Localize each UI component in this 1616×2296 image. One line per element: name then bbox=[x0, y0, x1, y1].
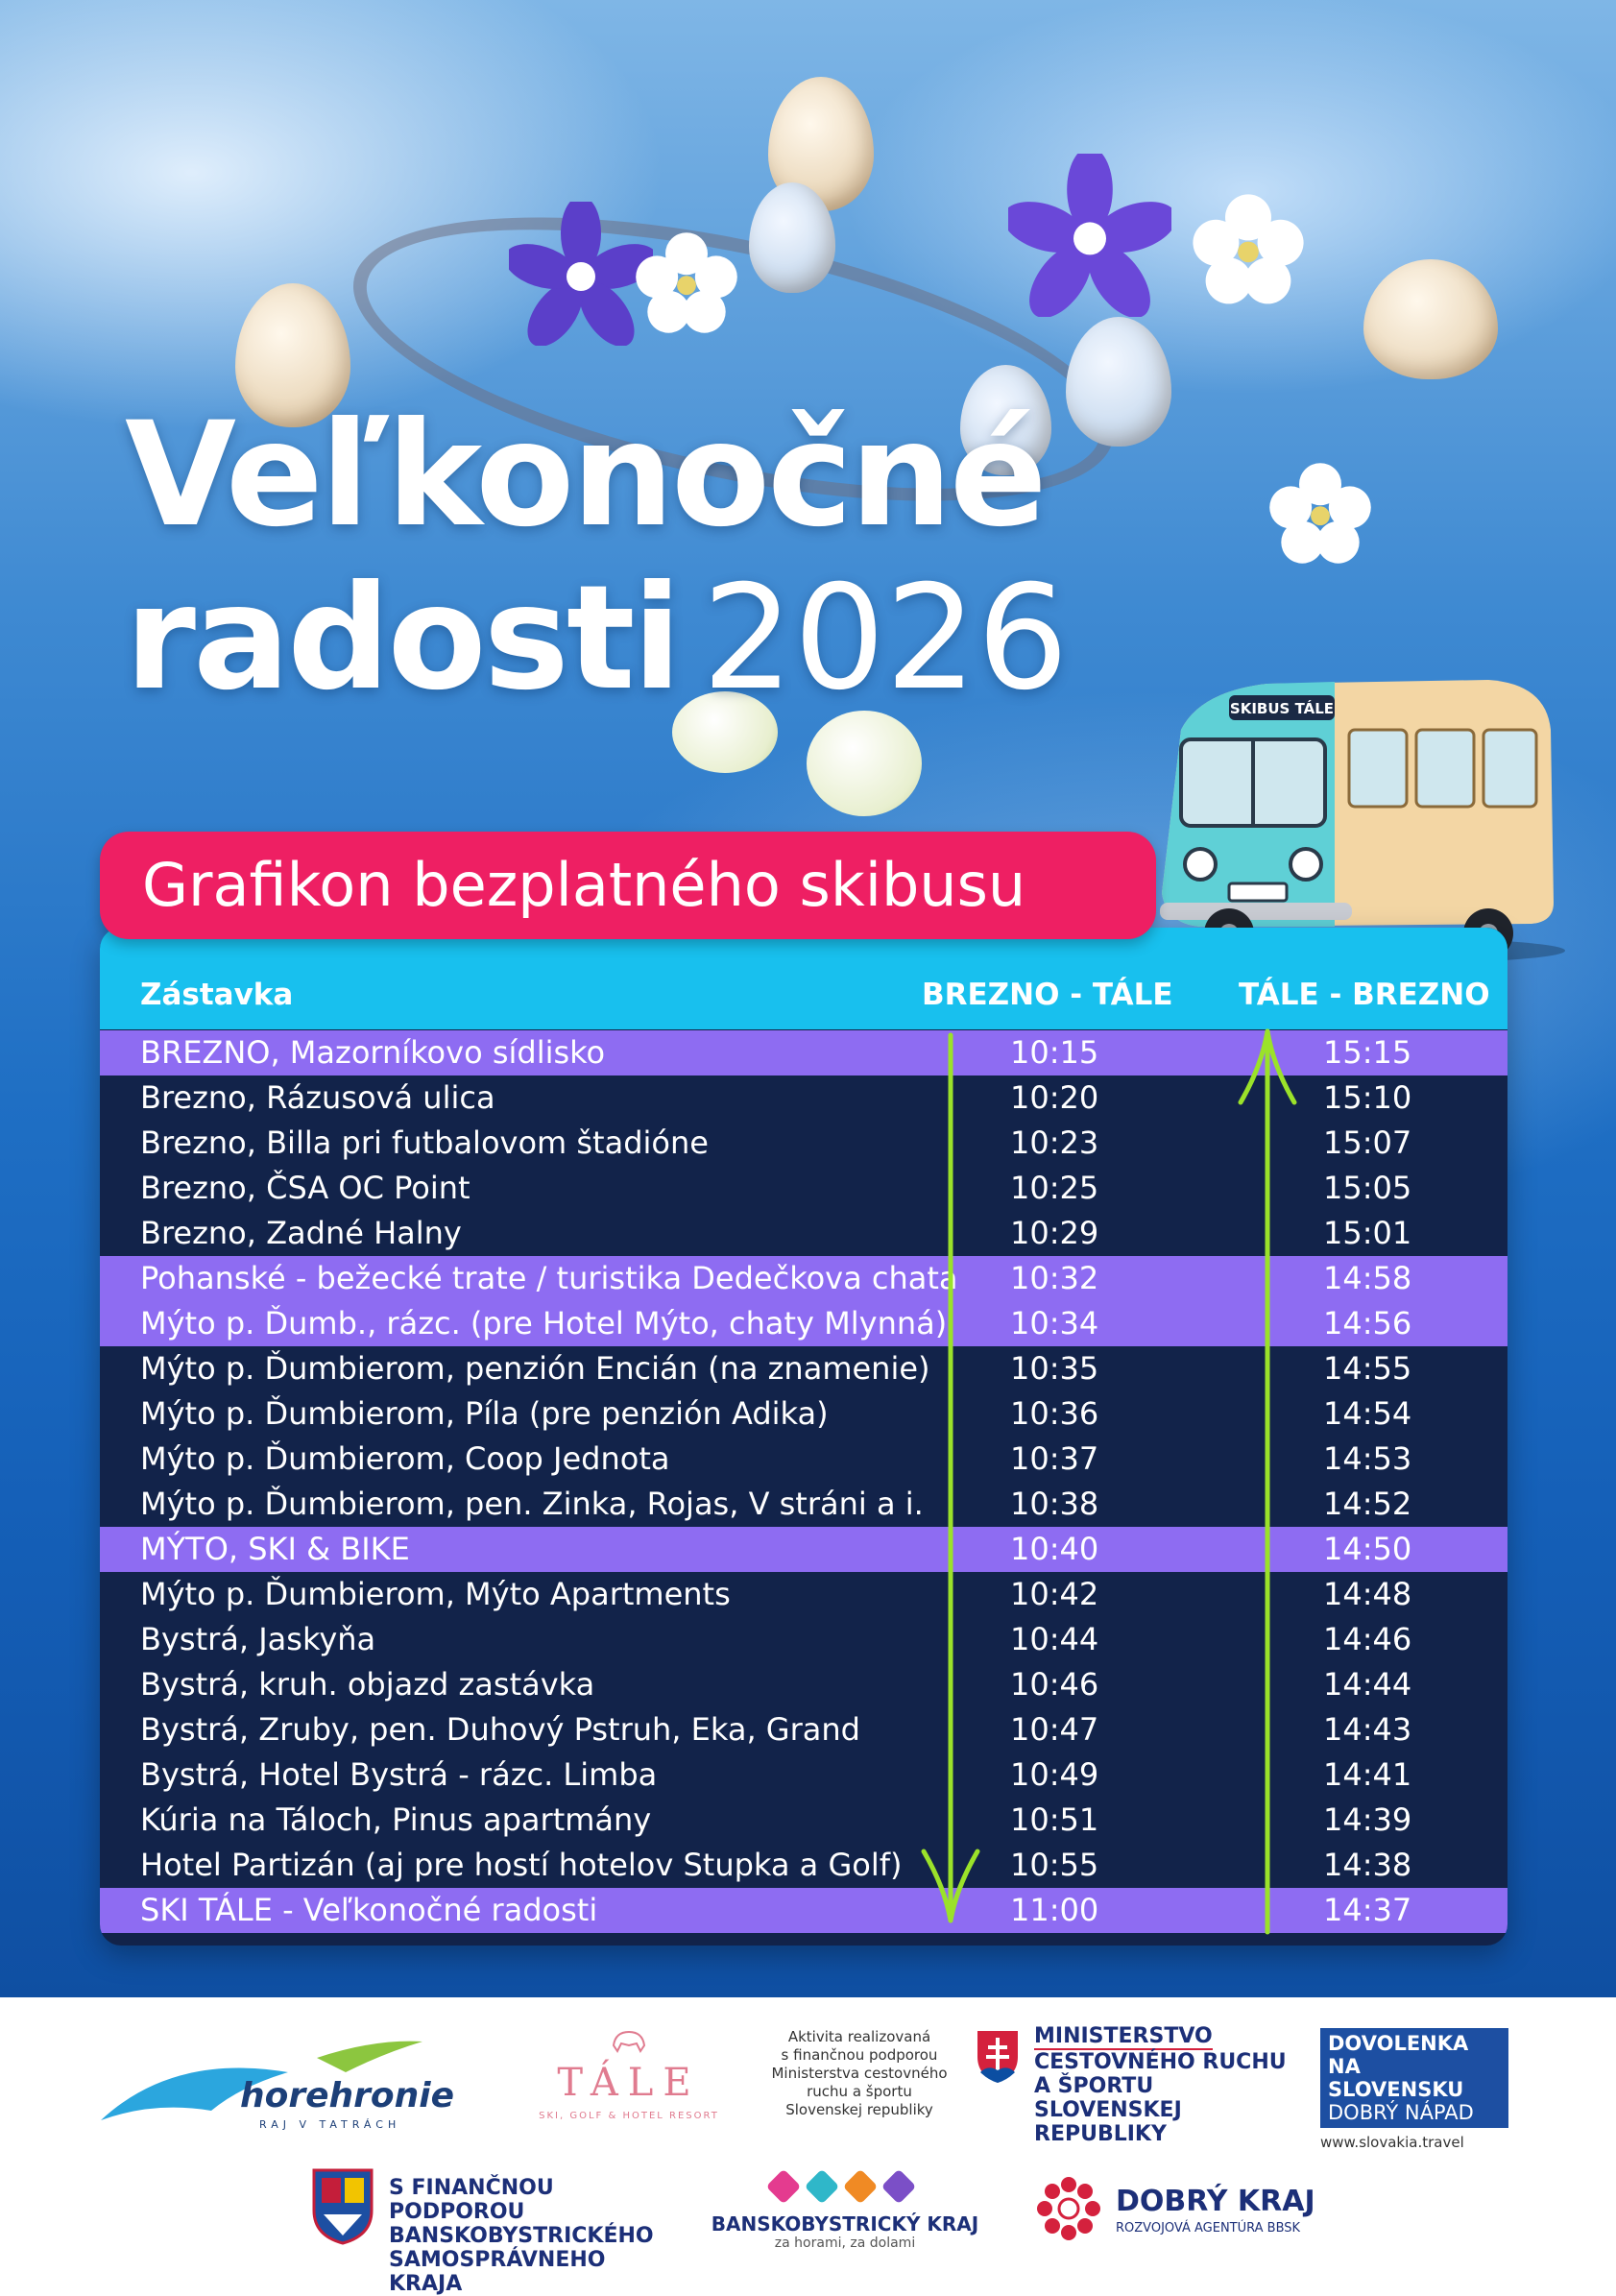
bus-sign: SKIBUS TÁLE bbox=[1229, 700, 1335, 717]
bb-kraj-tagline: za horami, za dolami bbox=[774, 2236, 916, 2251]
stop-name: MÝTO, SKI & BIKE bbox=[140, 1531, 410, 1567]
banskobystricky-kraj-logo bbox=[696, 2168, 994, 2264]
timetable bbox=[100, 928, 1507, 1946]
ministry-line: MINISTERSTVO bbox=[1034, 2024, 1213, 2048]
timetable-row bbox=[100, 1527, 1507, 1572]
timetable-row bbox=[100, 1617, 1507, 1662]
sponsor-footer bbox=[0, 1997, 1616, 2296]
timetable-row bbox=[100, 1256, 1507, 1301]
stop-name: Brezno, Zadné Halny bbox=[140, 1215, 462, 1251]
time-brezno-tale: 10:37 bbox=[1010, 1440, 1099, 1477]
stop-name: SKI TÁLE - Veľkonočné radosti bbox=[140, 1892, 598, 1928]
time-brezno-tale: 10:55 bbox=[1010, 1847, 1099, 1883]
slovakia-travel-line: DOBRÝ NÁPAD bbox=[1328, 2101, 1474, 2124]
timetable-row bbox=[100, 1075, 1507, 1121]
stop-name: Brezno, ČSA OC Point bbox=[140, 1170, 470, 1206]
time-brezno-tale: 10:34 bbox=[1010, 1305, 1099, 1341]
time-tale-brezno: 14:54 bbox=[1323, 1395, 1412, 1432]
time-tale-brezno: 14:43 bbox=[1323, 1711, 1412, 1748]
time-brezno-tale: 10:40 bbox=[1010, 1531, 1099, 1567]
timetable-row bbox=[100, 1482, 1507, 1527]
time-tale-brezno: 15:10 bbox=[1323, 1079, 1412, 1116]
time-tale-brezno: 14:56 bbox=[1323, 1305, 1412, 1341]
dobry-kraj-flower-icon bbox=[1035, 2175, 1102, 2242]
time-brezno-tale: 11:00 bbox=[1010, 1892, 1099, 1928]
timetable-row bbox=[100, 1752, 1507, 1798]
timetable-row bbox=[100, 1166, 1507, 1211]
stop-name: Hotel Partizán (aj pre hostí hotelov Stupka a Golf) bbox=[140, 1847, 903, 1883]
dobry-kraj-logo bbox=[1035, 2175, 1323, 2261]
quail-egg-decoration bbox=[1363, 259, 1498, 379]
time-brezno-tale: 10:38 bbox=[1010, 1486, 1099, 1522]
header-tale-brezno: TÁLE - BREZNO bbox=[1239, 978, 1490, 1012]
time-brezno-tale: 10:51 bbox=[1010, 1801, 1099, 1838]
funding-note-line: Aktivita realizovaná bbox=[787, 2028, 931, 2045]
stop-name: Bystrá, Zruby, pen. Duhový Pstruh, Eka, Grand bbox=[140, 1711, 860, 1748]
stop-name: Brezno, Billa pri futbalovom štadióne bbox=[140, 1124, 709, 1161]
stop-name: Bystrá, Hotel Bystrá - rázc. Limba bbox=[140, 1756, 658, 1793]
time-brezno-tale: 10:44 bbox=[1010, 1621, 1099, 1657]
dobry-kraj-tagline: ROZVOJOVÁ AGENTÚRA BBSK bbox=[1116, 2221, 1301, 2236]
time-brezno-tale: 10:36 bbox=[1010, 1395, 1099, 1432]
timetable-row bbox=[100, 1301, 1507, 1346]
time-tale-brezno: 14:53 bbox=[1323, 1440, 1412, 1477]
skibus-illustration bbox=[1143, 663, 1565, 970]
tale-logo bbox=[523, 2026, 735, 2132]
time-brezno-tale: 10:32 bbox=[1010, 1260, 1099, 1296]
time-brezno-tale: 10:49 bbox=[1010, 1756, 1099, 1793]
time-tale-brezno: 15:07 bbox=[1323, 1124, 1412, 1161]
bellflower-decoration bbox=[1008, 154, 1171, 317]
timetable-row bbox=[100, 1572, 1507, 1617]
time-tale-brezno: 15:05 bbox=[1323, 1170, 1412, 1206]
time-tale-brezno: 14:52 bbox=[1323, 1486, 1412, 1522]
stop-name: Mýto p. Ďumbierom, Mýto Apartments bbox=[140, 1576, 731, 1612]
timetable-row bbox=[100, 1437, 1507, 1482]
time-brezno-tale: 10:20 bbox=[1010, 1079, 1099, 1116]
time-brezno-tale: 10:29 bbox=[1010, 1215, 1099, 1251]
time-tale-brezno: 14:38 bbox=[1323, 1847, 1412, 1883]
timetable-row bbox=[100, 1662, 1507, 1707]
timetable-header bbox=[100, 928, 1507, 1029]
bbsk-logo bbox=[312, 2168, 658, 2296]
title-radosti: radosti bbox=[125, 555, 680, 722]
timetable-row bbox=[100, 1843, 1507, 1888]
slovak-coat-of-arms-icon bbox=[975, 2028, 1021, 2086]
funding-note-line: Ministerstva cestovného bbox=[771, 2065, 948, 2082]
header-stop: Zástavka bbox=[140, 978, 294, 1012]
title-year: 2026 bbox=[702, 555, 1069, 722]
funding-note-line: ruchu a športu bbox=[807, 2083, 912, 2100]
stop-name: Bystrá, Jaskyňa bbox=[140, 1621, 376, 1657]
title-line-1: Veľkonočné bbox=[125, 392, 1045, 559]
horehronie-tagline: RAJ V TATRÁCH bbox=[259, 2118, 401, 2131]
time-brezno-tale: 10:23 bbox=[1010, 1124, 1099, 1161]
horehronie-logo bbox=[96, 2034, 461, 2130]
time-tale-brezno: 14:50 bbox=[1323, 1531, 1412, 1567]
stop-name: Pohanské - bežecké trate / turistika Dedečkova chata bbox=[140, 1260, 958, 1296]
time-brezno-tale: 10:47 bbox=[1010, 1711, 1099, 1748]
time-tale-brezno: 14:48 bbox=[1323, 1576, 1412, 1612]
time-tale-brezno: 15:01 bbox=[1323, 1215, 1412, 1251]
stop-name: Kúria na Táloch, Pinus apartmány bbox=[140, 1801, 652, 1838]
time-brezno-tale: 10:15 bbox=[1010, 1034, 1099, 1071]
time-tale-brezno: 14:58 bbox=[1323, 1260, 1412, 1296]
timetable-row bbox=[100, 1888, 1507, 1933]
blossom-decoration bbox=[1191, 192, 1306, 307]
stop-name: Bystrá, kruh. objazd zastávka bbox=[140, 1666, 595, 1703]
stop-name: Mýto p. Ďumbierom, Coop Jednota bbox=[140, 1440, 670, 1477]
bbsk-line: SAMOSPRÁVNEHO KRAJA bbox=[389, 2248, 606, 2296]
slovakia-travel-url: www.slovakia.travel bbox=[1320, 2134, 1464, 2151]
funding-note bbox=[763, 2028, 955, 2119]
blossom-decoration bbox=[1267, 461, 1373, 567]
time-tale-brezno: 14:46 bbox=[1323, 1621, 1412, 1657]
timetable-row bbox=[100, 1346, 1507, 1391]
time-brezno-tale: 10:35 bbox=[1010, 1350, 1099, 1387]
time-tale-brezno: 14:55 bbox=[1323, 1350, 1412, 1387]
bbsk-line: S FINANČNOU PODPOROU bbox=[389, 2176, 554, 2224]
header-brezno-tale: BREZNO - TÁLE bbox=[922, 978, 1173, 1012]
bbsk-line: BANSKOBYSTRICKÉHO bbox=[389, 2224, 654, 2248]
title-line-2 bbox=[125, 555, 1069, 722]
blossom-decoration bbox=[634, 230, 739, 336]
dobry-kraj-name: DOBRÝ KRAJ bbox=[1116, 2185, 1315, 2218]
tale-tagline: SKI, GOLF & HOTEL RESORT bbox=[539, 2111, 719, 2121]
bb-kraj-name: BANSKOBYSTRICKÝ KRAJ bbox=[711, 2212, 979, 2236]
timetable-row bbox=[100, 1121, 1507, 1166]
timetable-row bbox=[100, 1391, 1507, 1437]
subtitle-banner bbox=[100, 832, 1156, 939]
time-tale-brezno: 14:44 bbox=[1323, 1666, 1412, 1703]
stop-name: Mýto p. Ďumb., rázc. (pre Hotel Mýto, chaty Mlynná) bbox=[140, 1305, 948, 1341]
subtitle: Grafikon bezplatného skibusu bbox=[142, 850, 1026, 920]
time-brezno-tale: 10:25 bbox=[1010, 1170, 1099, 1206]
timetable-row bbox=[100, 1211, 1507, 1256]
time-tale-brezno: 14:39 bbox=[1323, 1801, 1412, 1838]
timetable-row bbox=[100, 1798, 1507, 1843]
timetable-row bbox=[100, 1707, 1507, 1752]
stop-name: Mýto p. Ďumbierom, pen. Zinka, Rojas, V stráni a i. bbox=[140, 1486, 924, 1522]
stop-name: Mýto p. Ďumbierom, penzión Encián (na znamenie) bbox=[140, 1350, 930, 1387]
ministry-line: CESTOVNÉHO RUCHU bbox=[1034, 2050, 1287, 2074]
stop-name: BREZNO, Mazorníkovo sídlisko bbox=[140, 1034, 606, 1071]
tale-name: TÁLE bbox=[557, 2061, 701, 2105]
time-tale-brezno: 14:41 bbox=[1323, 1756, 1412, 1793]
slovakia-travel-line: SLOVENSKU bbox=[1328, 2078, 1464, 2101]
ministry-line: SLOVENSKEJ REPUBLIKY bbox=[1034, 2098, 1182, 2146]
bunny-figurine-decoration bbox=[807, 711, 922, 816]
ministry-line: A ŠPORTU bbox=[1034, 2074, 1154, 2098]
time-tale-brezno: 14:37 bbox=[1323, 1892, 1412, 1928]
stop-name: Mýto p. Ďumbierom, Píla (pre penzión Adika) bbox=[140, 1395, 829, 1432]
slovakia-travel-line: DOVOLENKA NA bbox=[1328, 2032, 1469, 2078]
time-tale-brezno: 15:15 bbox=[1323, 1034, 1412, 1071]
slovakia-travel-logo bbox=[1320, 2028, 1512, 2151]
bbsk-coat-of-arms-icon bbox=[312, 2168, 374, 2245]
funding-note-line: s finančnou podporou bbox=[781, 2046, 938, 2064]
time-brezno-tale: 10:46 bbox=[1010, 1666, 1099, 1703]
bb-kraj-hearts-icon bbox=[763, 2168, 927, 2205]
funding-note-line: Slovenskej republiky bbox=[785, 2101, 933, 2118]
stop-name: Brezno, Rázusová ulica bbox=[140, 1079, 495, 1116]
bellflower-decoration bbox=[509, 202, 653, 346]
horehronie-name: horehronie bbox=[240, 2076, 455, 2115]
ministry-logo bbox=[975, 2024, 1291, 2146]
bear-icon bbox=[610, 2026, 648, 2053]
quail-egg-decoration bbox=[1066, 317, 1171, 447]
timetable-rows bbox=[100, 1030, 1507, 1933]
timetable-row bbox=[100, 1030, 1507, 1075]
time-brezno-tale: 10:42 bbox=[1010, 1576, 1099, 1612]
